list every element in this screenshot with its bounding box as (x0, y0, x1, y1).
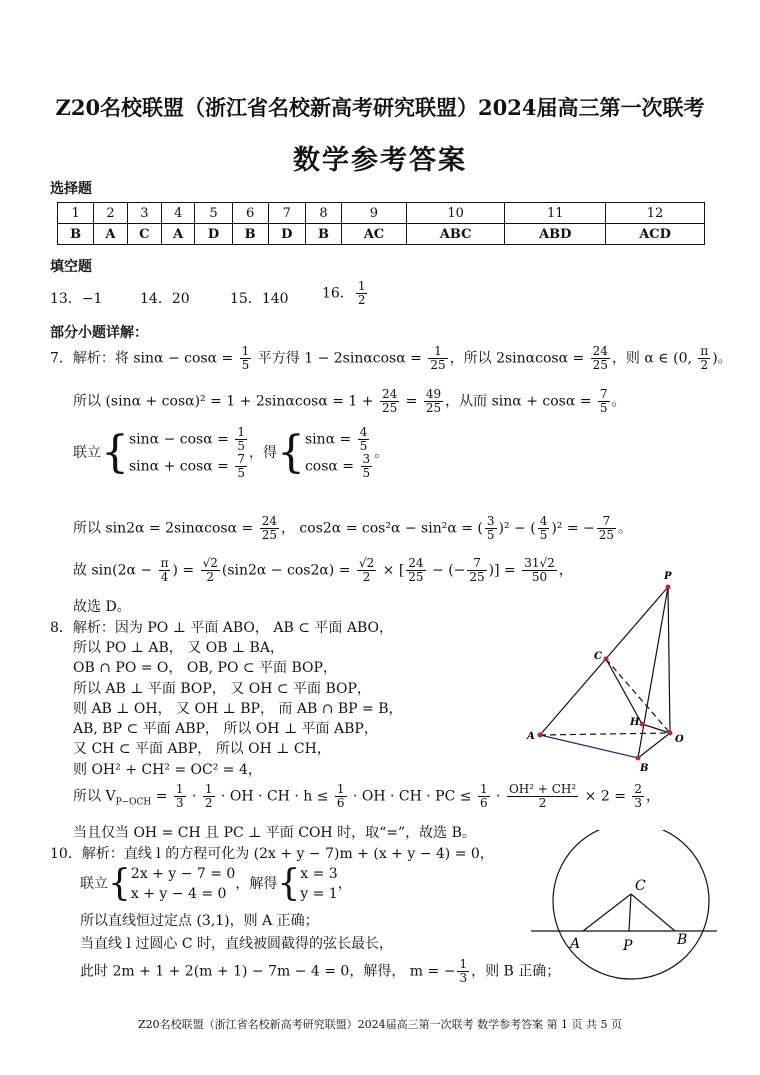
answer-table-answers (58, 224, 705, 245)
fraction: $\frac{24}{25}$ (261, 514, 277, 542)
fraction: $\frac{2}{3}$ (634, 782, 643, 810)
q10-line-5: 此时 2m + 1 + 2(m + 1) − 7m − 4 = 0，解得， m = − $\frac{1}{3}$ ，则 B 正确； (80, 957, 561, 985)
fill-answer-15: 15．140 (230, 291, 289, 307)
q7-line-3: 联立{ sinα − cosα = $\frac{1}{5}$ sinα + cosα = $\frac{7}{5}$ ，得{ sinα = $\frac{4}{5}$ cosα = $\frac{3}{5}$ 。 (73, 425, 389, 480)
edge-CH (606, 659, 642, 724)
fraction: $\frac{1}{6}$ (336, 782, 345, 810)
document-subtitle: 数学参考答案 (293, 145, 467, 176)
table-cell: D (268, 224, 305, 245)
brace: { (101, 427, 129, 478)
fill-label: 16． (322, 285, 354, 302)
q7-line-1: 7．解析：将 sinα − cosα = $\frac{1}{5}$ 平方得 1 − 2sinαcosα = $\frac{1}{25}$ ，所以 2sinαcosα = $\frac{24}{25}$ ，则 α ∈ (0, $\frac{\pi}{2}$ )。 (50, 344, 732, 372)
choice-heading: 选择题 (50, 181, 92, 197)
label-O: O (675, 734, 684, 745)
fill-answer-16 (322, 280, 369, 307)
table-cell: 11 (505, 203, 606, 224)
table-cell: 9 (342, 203, 407, 224)
fraction: $\frac{\pi}{2}$ (700, 344, 709, 372)
fraction: $\frac{1}{5}$ (241, 344, 250, 372)
equation-system: sinα = $\frac{4}{5}$ cosα = $\frac{3}{5}$ (304, 425, 371, 480)
segment-CP (629, 894, 631, 931)
q8-line-1: 8．解析：因为 PO ⊥ 平面 ABO， AB ⊂ 平面 ABO， (50, 620, 393, 636)
fraction: $\frac{49}{25}$ (425, 387, 442, 415)
q8-line-7: 又 CH ⊂ 平面 ABP， 所以 OH ⊥ CH， (73, 741, 331, 757)
detail-heading: 部分小题详解： (50, 325, 148, 341)
q8-line-6: AB, BP ⊂ 平面 ABP， 所以 OH ⊥ 平面 ABP， (73, 721, 378, 737)
table-cell: 8 (305, 203, 341, 224)
point-H (640, 722, 645, 727)
brace: { (277, 863, 301, 904)
table-cell: 5 (195, 203, 232, 224)
point-B (636, 756, 641, 761)
edge-PB (638, 587, 668, 758)
label-P: P (664, 571, 672, 582)
point-O (668, 731, 673, 736)
q10-line-1: 10．解析：直线 l 的方程可化为 (2x + y − 7)m + (x + y − 4) = 0， (50, 846, 494, 862)
q7-line-5: 故 sin(2α − $\frac{\pi}{4}$ ) = $\frac{√2}{2}$ (sin2α − cos2α) = $\frac{√2}{2}$ × [ $\frac{24}{25}$ − (− $\frac{7}{25}$ )] = $\frac{31√2}{50}$ ， (73, 556, 573, 584)
fraction: $\frac{1}{3}$ (175, 782, 184, 810)
q7-line-4: 所以 sin2α = 2sinαcosα = $\frac{24}{25}$ ， cos2α = cos²α − sin²α = ( $\frac{3}{5}$ )² − ( $\frac{4}{5}$ )² = − $\frac{7}{25}$ 。 (73, 514, 633, 542)
q8-line-3: OB ∩ PO = O， OB, PO ⊂ 平面 BOP， (73, 660, 337, 676)
table-cell: B (305, 224, 341, 245)
label-H: H (630, 717, 640, 728)
table-cell: B (58, 224, 94, 245)
fraction: $\frac{\pi}{4}$ (160, 556, 169, 584)
table-cell: B (232, 224, 268, 245)
page-footer: Z20名校联盟（浙江省名校新高考研究联盟）2024届高三第一次联考 数学参考答案 第 1 页 共 5 页 (137, 1018, 623, 1031)
point-A (538, 733, 543, 738)
table-cell: 7 (268, 203, 305, 224)
q8-line-10: 当且仅当 OH = CH 且 PC ⊥ 平面 COH 时，取“=”，故选 B。 (73, 825, 476, 841)
fill-answer-13: 13．−1 (50, 291, 103, 307)
table-cell: ACD (606, 224, 705, 245)
segment-CA (583, 894, 631, 931)
table-cell: C (127, 224, 161, 245)
fraction: $\frac{1}{2}$ (204, 782, 213, 810)
brace: { (108, 863, 131, 904)
point-P (666, 585, 671, 590)
table-cell: ABC (406, 224, 505, 245)
document-title: Z20名校联盟（浙江省名校新高考研究联盟）2024届高三第一次联考 (55, 95, 705, 120)
fraction: $\frac{1}{25}$ (430, 344, 446, 372)
edge-AB (540, 735, 638, 758)
table-cell: 4 (161, 203, 194, 224)
label-C: C (594, 651, 602, 662)
fill-answer-14: 14．20 (140, 291, 190, 307)
table-cell: A (94, 224, 127, 245)
edge-PO (668, 587, 670, 733)
q8-line-8: 则 OH² + CH² = OC² = 4， (73, 762, 262, 778)
label-P: P (623, 938, 633, 954)
table-cell: A (161, 224, 194, 245)
fill-heading: 填空题 (50, 259, 92, 275)
table-cell: 1 (58, 203, 94, 224)
q7-line-6: 故选 D。 (73, 599, 131, 615)
table-cell: 6 (232, 203, 268, 224)
table-cell: 3 (127, 203, 161, 224)
fraction: $\frac{3}{5}$ (486, 514, 495, 542)
fraction: $\frac{24}{25}$ (381, 387, 398, 415)
table-cell: 2 (94, 203, 127, 224)
label-A: A (570, 936, 581, 952)
label-C: C (635, 878, 646, 894)
table-cell: D (195, 224, 232, 245)
q8-line-4: 所以 AB ⊥ 平面 BOP， 又 OH ⊂ 平面 BOP， (73, 681, 371, 697)
table-cell: AC (342, 224, 407, 245)
fraction: $\frac{7}{25}$ (598, 514, 615, 542)
edge-PA (540, 587, 668, 735)
equation-system: 2x + y − 7 = 0 x + y − 4 = 0 (130, 866, 236, 902)
fraction: $\frac{24}{25}$ (408, 556, 424, 584)
label-B: B (640, 763, 649, 774)
fraction: $\frac{√2}{2}$ (358, 556, 375, 584)
q8-line-2: 所以 PO ⊥ AB， 又 OB ⊥ BA， (73, 640, 284, 656)
fraction: $\frac{4}{5}$ (539, 514, 548, 542)
answer-table-numbers (58, 203, 705, 224)
answer-table (57, 202, 705, 245)
fraction: $\frac{1}{2}$ (357, 279, 366, 307)
fraction: $\frac{√2}{2}$ (202, 556, 218, 584)
table-cell: 12 (606, 203, 705, 224)
q8-line-9: 所以 $V_{P-OCH}$ = $\frac{1}{3}$ · $\frac{1}{2}$ · OH · CH · h ≤ $\frac{1}{6}$ · OH · CH · PC ≤ $\frac{1}{6}$ · $\frac{\text{OH² + CH²}}{2}$ × 2 = $\frac{2}{3}$ ， (73, 782, 661, 810)
fraction: $\frac{24}{25}$ (592, 344, 608, 372)
q10-line-2: 联立{ 2x + y − 7 = 0 x + y − 4 = 0 ，解得{ x = 3 y = 1 ， (80, 863, 352, 904)
label-A: A (527, 731, 535, 742)
segment-CB (631, 894, 675, 931)
table-cell: ABD (505, 224, 606, 245)
fraction: $\frac{7}{5}$ (599, 387, 608, 415)
q7-line-2: 所以 (sinα + cosα)² = 1 + 2sinαcosα = 1 + $\frac{24}{25}$ = $\frac{49}{25}$ ，从而 sinα + cosα = $\frac{7}{5}$ 。 (73, 387, 626, 415)
fraction: $\frac{31√2}{50}$ (524, 556, 555, 584)
fraction: $\frac{1}{3}$ (459, 957, 468, 985)
equation-system: sinα − cosα = $\frac{1}{5}$ sinα + cosα = $\frac{7}{5}$ (129, 425, 245, 480)
brace: { (276, 427, 305, 478)
table-cell: 10 (406, 203, 505, 224)
circle-figure (525, 830, 725, 1010)
q8-line-5: 则 AB ⊥ OH， 又 OH ⊥ BP， 而 AB ∩ BP = B， (73, 701, 403, 717)
q10-line-3: 所以直线恒过定点 (3,1)，则 A 正确； (80, 913, 319, 929)
label-B: B (677, 932, 688, 948)
edge-AO (540, 733, 670, 735)
edge-BO (638, 733, 670, 758)
q10-line-4: 当直线 l 过圆心 C 时，直线被圆截得的弦长最长， (80, 936, 393, 952)
fraction: $\frac{\text{OH² + CH²}}{2}$ (508, 782, 577, 810)
equation-system: x = 3 y = 1 (300, 866, 338, 902)
fraction: $\frac{1}{6}$ (479, 782, 488, 810)
point-C (604, 657, 609, 662)
fraction: $\frac{7}{25}$ (469, 556, 485, 584)
pyramid-figure (520, 565, 720, 780)
